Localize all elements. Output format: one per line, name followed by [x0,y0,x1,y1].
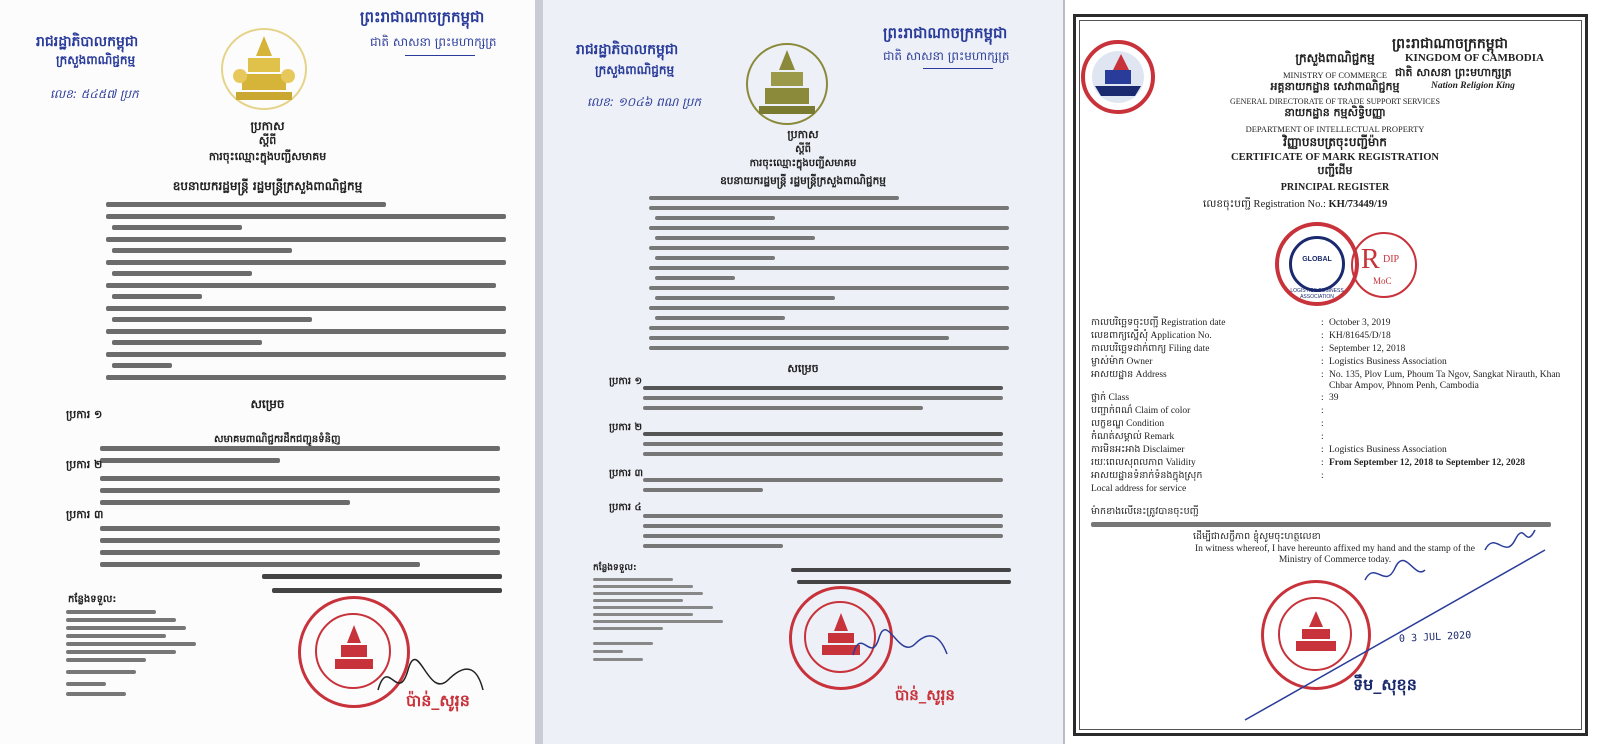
certificate-title-en: CERTIFICATE OF MARK REGISTRATION [1230,152,1439,163]
article-4-text [643,514,1013,554]
kingdom-heading: ព្រះរាជាណាចក្រកម្ពុជា [360,8,485,26]
department-en: DEPARTMENT OF INTELLECTUAL PROPERTY [1245,124,1425,134]
preamble-text-block [100,198,508,383]
date-line [262,574,512,604]
witness-kh: ដើម្បីជាសក្ខីភាព ខ្ញុំសូមចុះហត្ថលេខា [1193,531,1321,542]
article-2-text [100,476,508,516]
registration-number-line [1203,198,1503,213]
directorate-en: GENERAL DIRECTORATE OF TRADE SUPPORT SERVICES [1230,97,1440,106]
certificate-title-kh: វិញ្ញាបនបត្រចុះបញ្ជីម៉ាក [1283,135,1387,149]
ministry-heading: ក្រសួងពាណិជ្ជកម្ម [595,63,675,77]
decision-heading: សម្រេច [250,397,285,411]
authority-line: ឧបនាយករដ្ឋមន្ត្រី រដ្ឋមន្ត្រីក្រសួងពាណិជ្ជកម្ម [172,179,363,193]
recipients-list [593,576,733,672]
article-3-label: ប្រការ ៣ [609,468,644,479]
govt-heading: រាជរដ្ឋាភិបាលកម្ពុជា [576,42,679,58]
title-about: ស្តីពី [795,144,811,155]
dip-logo-icon: R DIP MoC [1351,232,1417,298]
title-proclamation: ប្រកាស [787,128,819,141]
article-1-label: ប្រការ ១ [609,376,643,387]
decision-heading: សម្រេច [787,362,819,375]
motto-divider [923,68,993,69]
authority-line: ឧបនាយករដ្ឋមន្ត្រី រដ្ឋមន្ត្រីក្រសួងពាណិជ្ជកម្ម [720,175,886,187]
signature-mark [843,620,953,670]
recipients-heading: កន្លែងទទួល: [593,563,637,573]
recipients-heading: កន្លែងទទួល: [68,594,117,605]
article-1-text [100,430,508,470]
title-proclamation: ប្រកាស [250,119,285,133]
ministry-logo-icon [1081,40,1155,114]
motto-kh: ជាតិ សាសនា ព្រះមហាក្សត្រ [1395,66,1512,79]
principal-register-kh: បញ្ជីដើម [1317,164,1353,177]
mark-logo-center-text: GLOBAL [1302,256,1332,263]
reference-number: លេខ: ៥៤៥៧ ប្រក [50,87,139,101]
signer-name: ប៉ាន់_សូរុន [895,686,955,704]
left-decree-document [0,0,535,744]
panel-divider [535,0,543,744]
ministry-heading: ក្រសួងពាណិជ្ជកម្ម [56,53,136,67]
dip-logo-text: DIP [1383,254,1400,265]
kingdom-heading: ព្រះរាជាណាចក្រកម្ពុជា [883,24,1008,42]
recipients-list [66,606,216,702]
department-kh: នាយកដ្ឋាន កម្មសិទ្ធិបញ្ញា [1284,106,1386,119]
article-1-label: ប្រការ ១ [66,408,103,421]
kingdom-kh: ព្រះរាជាណាចក្រកម្ពុជា [1392,36,1509,52]
motto: ជាតិ សាសនា ព្រះមហាក្សត្រ [370,35,497,49]
article-3-label: ប្រការ ៣ [66,508,104,521]
mark-registration-certificate: ព្រះរាជាណាចក្រកម្ពុជា KINGDOM OF CAMBODIA ជាតិ សាសនា ព្រះមហាក្សត្រ Nation Religion King ក្រសួងពាណិជ្ជកម្ម MINISTRY OF COMMERCE អគ្គនាយកដ្ឋាន សេវាពាណិជ្ជកម្ម GENERAL DIRECTORATE OF TRADE SUPPORT SERVICES នាយកដ្ឋាន កម្មសិទ្ធិបញ្ញា DEPARTMENT OF INTELLECTUAL PROPERTY វិញ្ញាបនបត្រចុះបញ្ជីម៉ាក CERTIFICATE OF MARK REGISTRATION បញ្ជីដើម PRINCIPAL REGISTER លេខចុះបញ្ជី Registration No.: KH/73449/19 GLOBAL LOGISTICS BUSINESS ASSOCIATION R DIP MoC កាលបរិច្ឆេទចុះបញ្ជី Registration date : October 3, 2019 លេខពាក្យស្នើសុំ Application No. : KH/81645/D/18 កាលបរិច្ឆេទដាក់ពាក្យ Filing date : September 12, 2018 ម្ចាស់ម៉ាក Owner : Logistics Business Association អាសយដ្ឋាន Address : No. 135, Plov Lum, Phoum Ta Ngov, Sangkat Nirauth, Khan Chbar Ampov, Phnom Penh, Cambodia ថ្នាក់ Class : 39 បញ្ជាក់ពណ៌ Claim of color : លក្ខខណ្ឌ Condition : កំណត់សម្គាល់ Remark : ការមិនអះអាង Disclaimer : Logistics Business Association រយៈពេលសុពលភាព Validity : From September 12, 2018 to September 12, 2028 អាសយដ្ឋានទំនាក់ទំនងក្នុងស្រុក : Local address for service ម៉ាកខាងលើនេះត្រូវបានចុះបញ្ជី ដើម្បីជាសក្ខីភាព ខ្ញុំសូមចុះហត្ថលេខា In witness whereof, I have hereunto affixed my hand and the stamp of the Ministry of Commerce today. 0 3 JUL 2020 ទឹម_សុខុន [1065,0,1600,744]
motto: ជាតិ សាសនា ព្រះមហាក្សត្រ [883,49,1010,63]
dip-logo-subtext: MoC [1373,276,1392,286]
title-about: ស្តីពី [258,134,277,147]
govt-heading: រាជរដ្ឋាភិបាលកម្ពុជា [36,34,139,50]
ministry-kh: ក្រសួងពាណិជ្ជកម្ម [1295,51,1375,65]
association-name: សមាគមពាណិជ្ជករដឹកជញ្ជូនទំនិញ [214,434,341,445]
middle-decree-document [543,0,1063,744]
title-subject: ការចុះឈ្មោះក្នុងបញ្ជីសមាគម [208,150,327,163]
registration-number-label: លេខចុះបញ្ជី Registration No.: [1203,199,1326,210]
title-subject: ការចុះឈ្មោះក្នុងបញ្ជីសមាគម [749,158,857,169]
motto-en: Nation Religion King [1431,81,1515,91]
article-2-label: ប្រការ ២ [609,422,643,433]
registration-number-value: KH/73449/19 [1328,199,1388,210]
directorate-kh: អគ្គនាយកដ្ឋាន សេវាពាណិជ្ជកម្ម [1270,80,1400,93]
kingdom-en: KINGDOM OF CAMBODIA [1405,52,1544,64]
date-stamp: 0 3 JUL 2020 [1398,630,1472,645]
signer-name: ប៉ាន់_សូរុន [406,691,470,710]
article-4-label: ប្រការ ៤ [609,502,642,513]
registration-statement: ម៉ាកខាងលើនេះត្រូវបានចុះបញ្ជី [1091,506,1199,517]
motto-divider [405,55,475,56]
article-3-text [643,478,1013,502]
ministry-en: MINISTRY OF COMMERCE [1282,70,1388,80]
article-2-text [643,432,1013,466]
principal-register-en: PRINCIPAL REGISTER [1280,182,1390,193]
reference-number: លេខ: ១០៤៦ ពណ ប្រក [587,95,701,109]
witness-en: In witness whereof, I have hereunto affixed my hand and the stamp of the Ministry of Commerce today. [1195,544,1475,565]
signer-name: ទឹម_សុខុន [1353,675,1417,694]
article-2-label: ប្រការ ២ [66,458,103,471]
article-1-text [643,386,1013,420]
royal-emblem-icon [218,26,310,112]
preamble-text-block [643,194,1013,364]
mark-logo-icon [1275,222,1359,306]
mark-logo-ring-text: LOGISTICS BUSINESS ASSOCIATION [1290,288,1344,300]
royal-emblem-icon [743,40,831,128]
